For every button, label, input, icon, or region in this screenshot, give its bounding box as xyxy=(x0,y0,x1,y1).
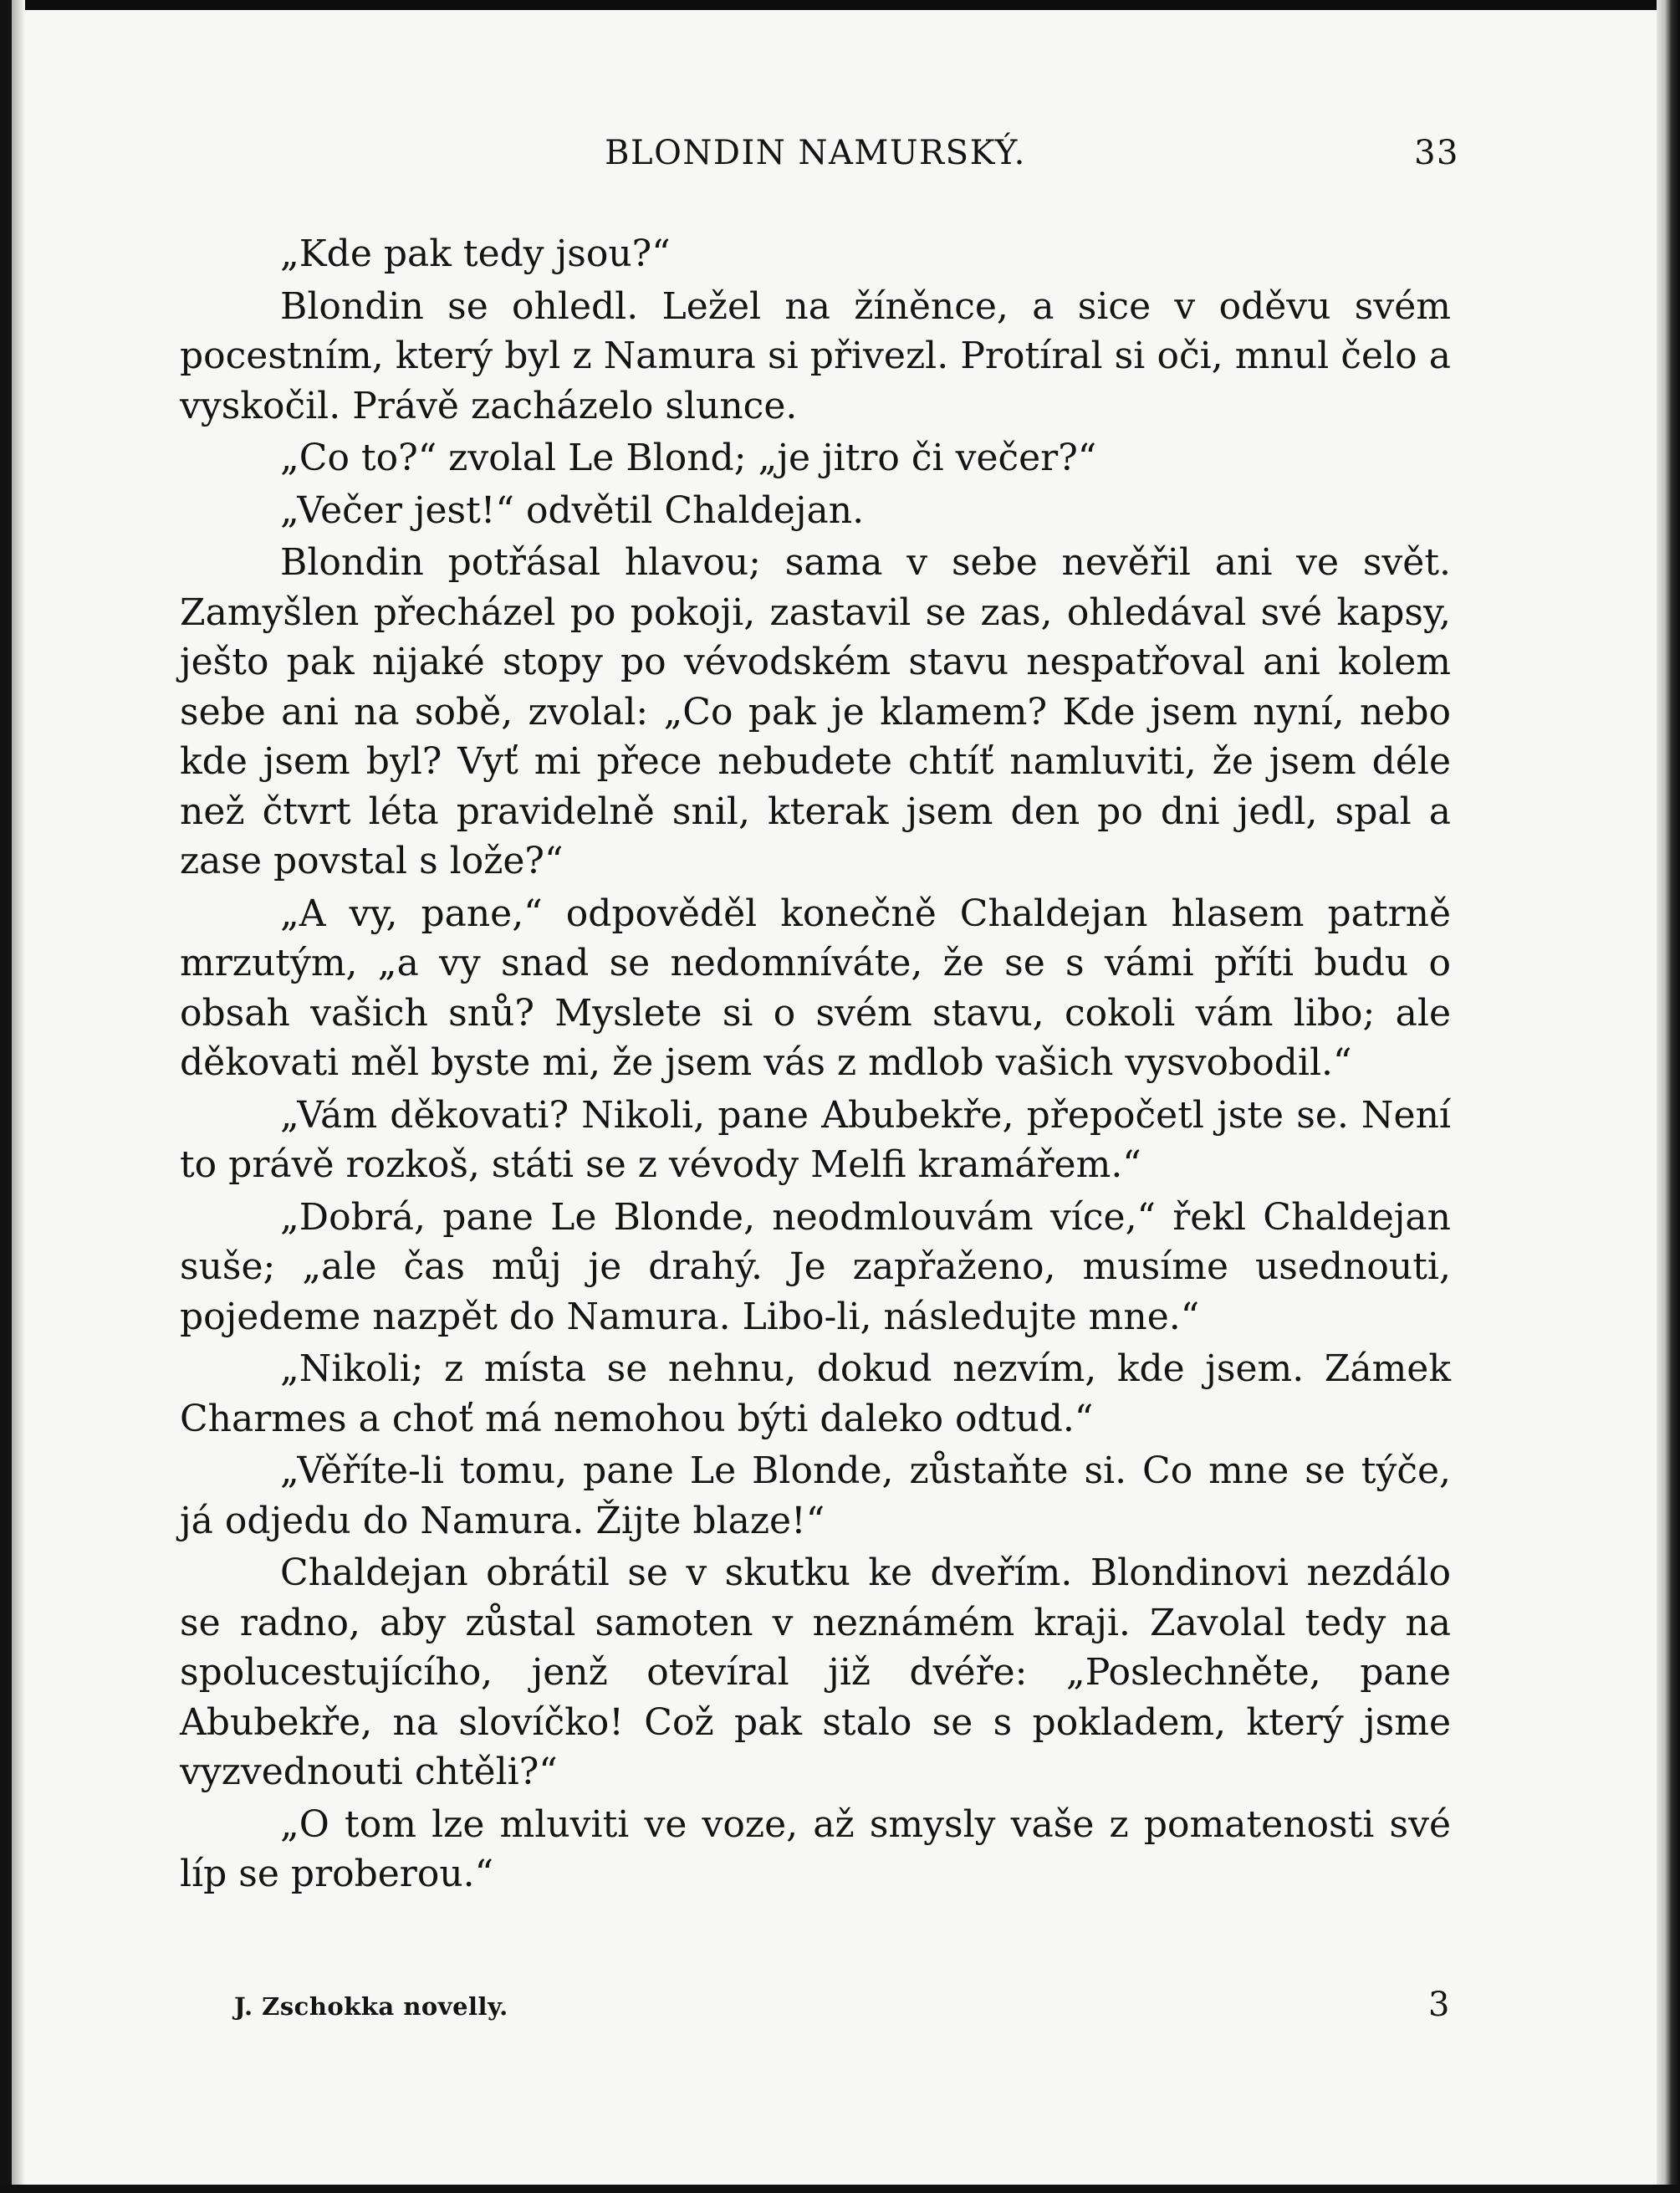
paragraph: „Kde pak tedy jsou?“ xyxy=(280,233,671,275)
paragraph: „Nikoli; z místa se nehnu, dokud nezvím, kde jsem. Zámek Charmes a choť má nemohou býti daleko odtud.“ xyxy=(180,1347,1451,1440)
paragraph: „Vám děkovati? Nikoli, pane Abubekře, přepočetl jste se. Není to právě rozkoš, státi se z vévody Melfi kramářem.“ xyxy=(180,1093,1451,1186)
scan-edge-bottom xyxy=(0,2185,1680,2193)
paragraph: „A vy, pane,“ odpověděl konečně Chaldejan hlasem patrně mrzutým, „a vy snad se nedomníváte, že se s vámi příti budu o obsah vašich snů? Myslete si o svém stavu, cokoli vám libo; ale děkovati měl byste mi, že jsem vás z mdlob vašich vysvobodil.“ xyxy=(180,892,1451,1084)
scan-edge-top xyxy=(17,0,1672,10)
footer-signature: J. Zschokka novelly. xyxy=(234,1992,508,2021)
body-text xyxy=(180,229,1451,1899)
scan-edge-right xyxy=(1657,0,1680,2193)
page-content xyxy=(180,117,1459,1902)
paragraph: Chaldejan obrátil se v skutku ke dveřím. Blondinovi nezdálo se radno, aby zůstal samoten v neznámém kraji. Zavolal tedy na spolucestujícího, jenž otevíral již dvéře: „Poslechněte, pane Abubekře, na slovíčko! Což pak stalo se s pokladem, který jsme vyzvednouti chtěli?“ xyxy=(180,1551,1451,1793)
paragraph: Blondin se ohledl. Ležel na žíněnce, a sice v oděvu svém pocestním, který byl z Namura si přivezl. Protíral si oči, mnul čelo a vyskočil. Právě zacházelo slunce. xyxy=(180,284,1451,427)
paragraph: „Věříte-li tomu, pane Le Blonde, zůstaňte si. Co mne se týče, já odjedu do Namura. Žijte blaze!“ xyxy=(180,1449,1451,1542)
paragraph: Blondin potřásal hlavou; sama v sebe nevěřil ani ve svět. Zamyšlen přecházel po pokoji, zastavil se zas, ohledával své kapsy, ješto pak nijaké stopy po vévodském stavu nespatřoval ani kolem sebe ani na sobě, zvolal: „Co pak je klamem? Kde jsem nyní, nebo kde jsem byl? Vyť mi přece nebudete chtíť namluviti, že jsem déle než čtvrt léta pravidelně snil, kterak jsem den po dni jedl, spal a zase povstal s lože?“ xyxy=(180,541,1451,882)
footer-sheet-number: 3 xyxy=(1428,1986,1450,2024)
scan-edge-left xyxy=(0,0,12,2193)
paragraph: „Co to?“ zvolal Le Blond; „je jitro či večer?“ xyxy=(280,437,1097,479)
paragraph: „Dobrá, pane Le Blonde, neodmlouvám více,“ řekl Chaldejan suše; „ale čas můj je drahý. Je zapřaženo, musíme usednouti, pojedeme nazpět do Namura. Libo-li, následujte mne.“ xyxy=(180,1195,1451,1338)
page-number: 33 xyxy=(1414,134,1459,172)
paragraph: „Večer jest!“ odvětil Chaldejan. xyxy=(280,488,865,532)
paragraph: „O tom lze mluviti ve voze, až smysly vaše z pomatenosti své líp se proberou.“ xyxy=(180,1802,1451,1895)
gutter-shadow xyxy=(12,0,25,2193)
running-title: BLONDIN NAMURSKÝ. xyxy=(605,134,1026,172)
running-head xyxy=(180,117,1459,184)
